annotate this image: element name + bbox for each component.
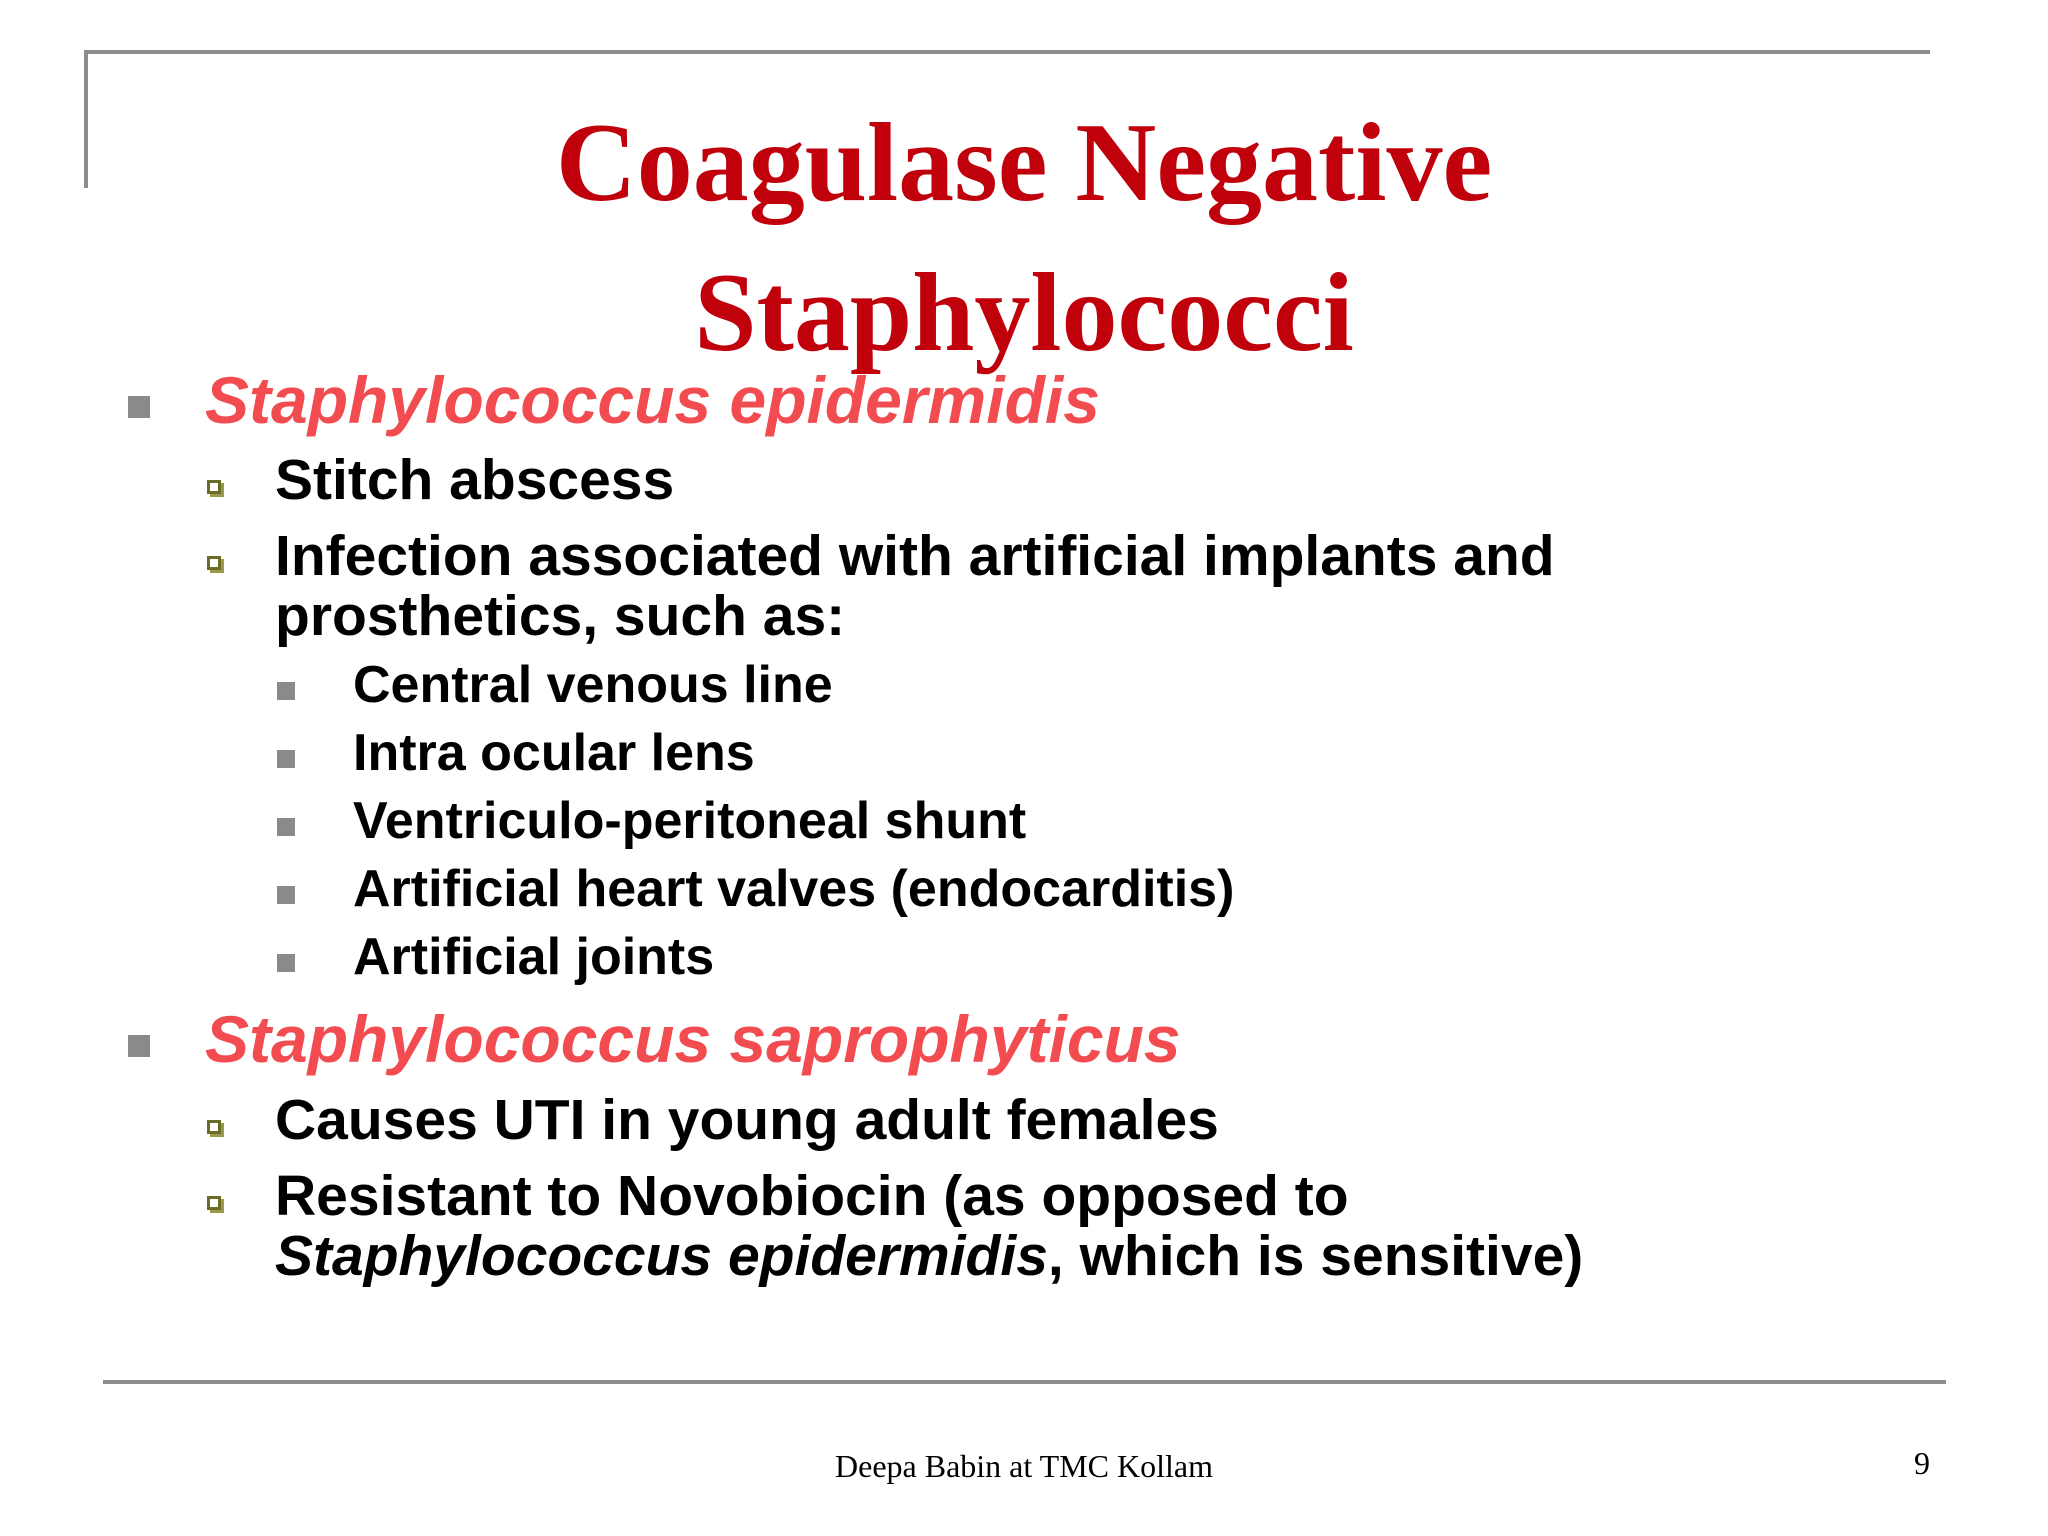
square-bullet-icon (277, 886, 295, 904)
sub-list-item: Artificial joints (353, 928, 715, 986)
square-bullet-icon (277, 954, 295, 972)
list-item-text: , which is sensitive) (1047, 1224, 1584, 1288)
checkbox-bullet-icon (207, 480, 221, 494)
title-line-2: Staphylococci (694, 251, 1354, 375)
sub-list-item: Intra ocular lens (353, 724, 755, 782)
checkbox-bullet-icon (207, 1120, 221, 1134)
square-bullet-icon (277, 818, 295, 836)
square-bullet-icon (128, 396, 150, 418)
section-heading-epidermidis: Staphylococcus epidermidis (205, 363, 1100, 437)
sub-list-item: Ventriculo-peritoneal shunt (353, 792, 1027, 850)
title-line-1: Coagulase Negative (555, 101, 1493, 225)
sub-list-item: Central venous line (353, 656, 833, 714)
square-bullet-icon (128, 1035, 150, 1057)
footer-credit: Deepa Babin at TMC Kollam (835, 1448, 1213, 1484)
checkbox-bullet-icon (207, 1196, 221, 1210)
square-bullet-icon (277, 682, 295, 700)
section-heading-saprophyticus: Staphylococcus saprophyticus (205, 1002, 1181, 1076)
list-item-continuation: prosthetics, such as: (275, 584, 846, 648)
square-bullet-icon (277, 750, 295, 768)
list-item-continuation (275, 1226, 1583, 1286)
list-item: Infection associated with artificial implants and (275, 524, 1555, 588)
species-name-italic: Staphylococcus epidermidis (275, 1224, 1048, 1288)
sub-list-item: Artificial heart valves (endocarditis) (353, 860, 1235, 918)
list-item: Causes UTI in young adult females (275, 1088, 1219, 1152)
page-number: 9 (1914, 1445, 1930, 1481)
list-item: Resistant to Novobiocin (as opposed to (275, 1164, 1349, 1228)
footer-rule (103, 1380, 1946, 1384)
checkbox-bullet-icon (207, 556, 221, 570)
list-item: Stitch abscess (275, 448, 675, 512)
